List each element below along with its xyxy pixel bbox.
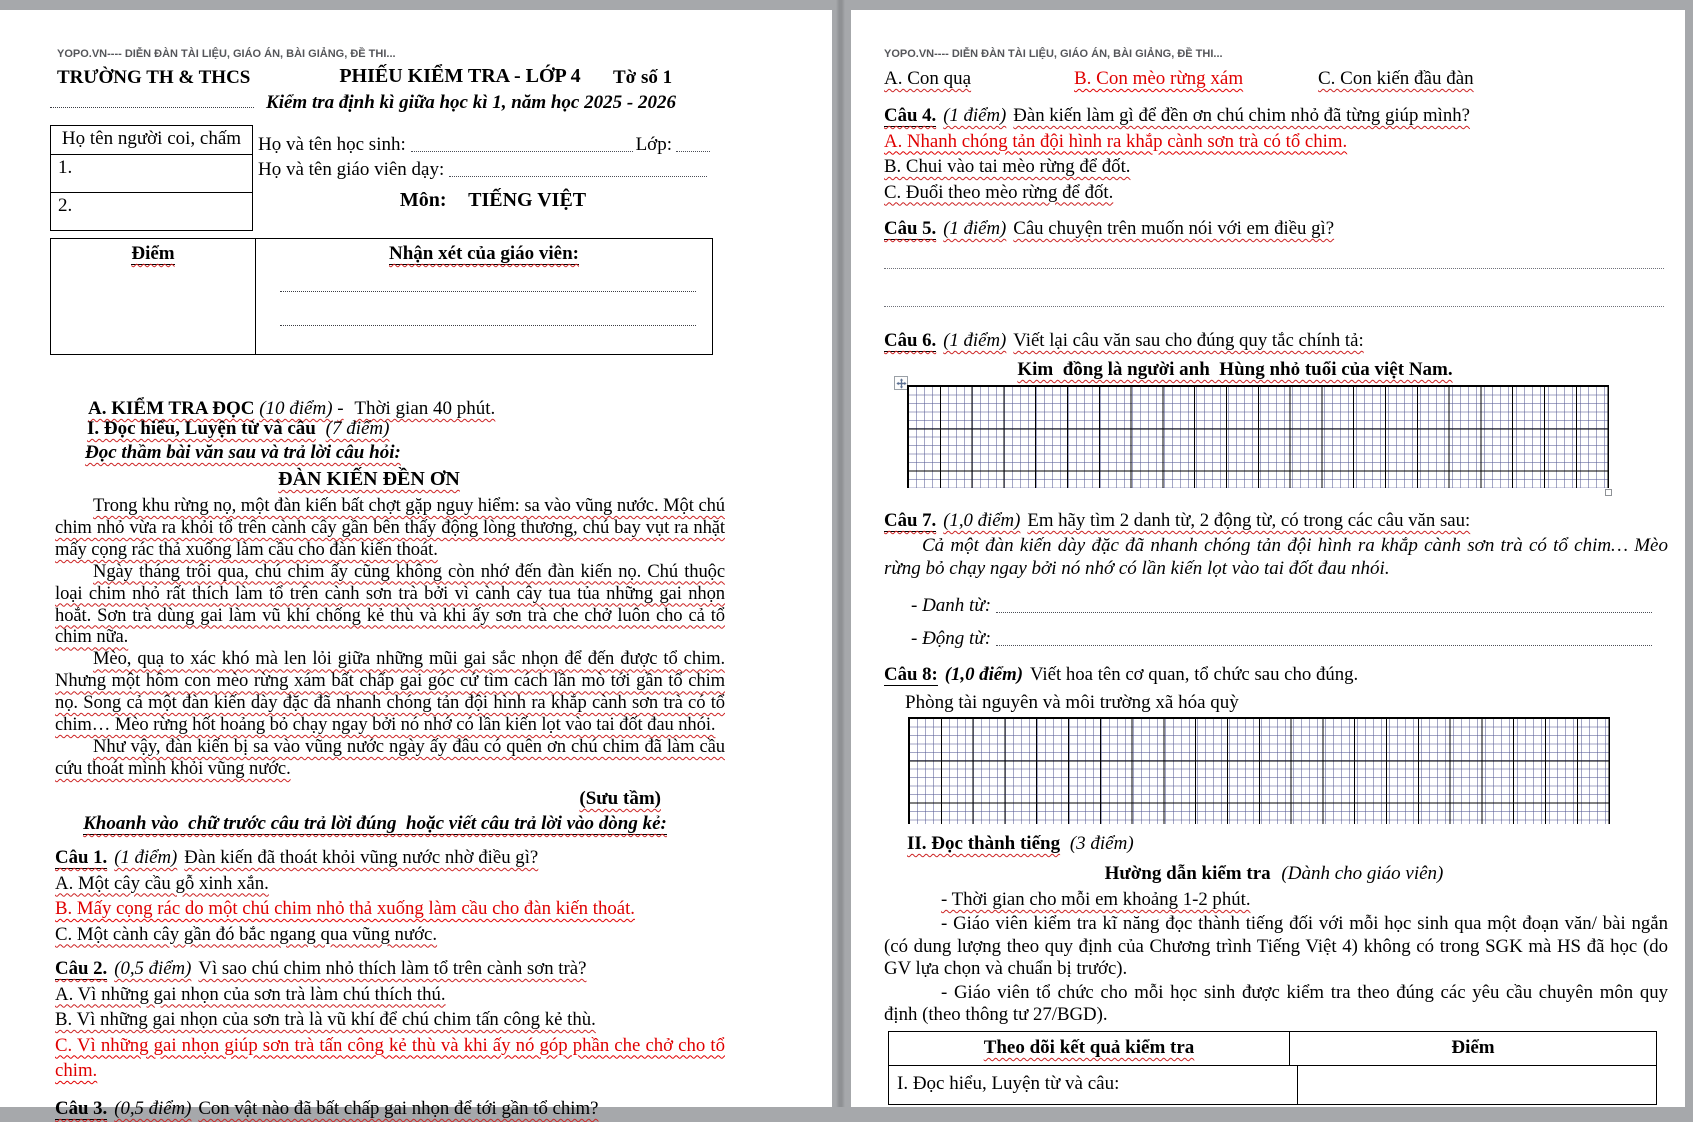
- question-4-block: [884, 103, 1668, 205]
- question-7-text: Em hãy tìm 2 danh từ, 2 động từ, có trong các câu văn sau:: [1027, 510, 1471, 531]
- result-row-1-label: I. Đọc hiểu, Luyện từ và câu:: [889, 1066, 1298, 1104]
- result-table-row-1: [889, 1066, 1656, 1104]
- question-8-phrase: Phòng tài nguyên và môi trường xã hóa quỳ: [905, 692, 1239, 713]
- question-7: [884, 508, 1668, 534]
- question-1-points: (1 điểm): [114, 847, 178, 868]
- score-header: Điểm: [131, 243, 175, 264]
- comment-line-1: [280, 291, 696, 292]
- section-ii-heading: II. Đọc thành tiếng (3 điểm): [907, 833, 1134, 854]
- question-8-block: [884, 662, 1668, 688]
- examiner-table: [50, 125, 253, 231]
- question-8-text: Viết hoa tên cơ quan, tổ chức sau cho đúng.: [1029, 664, 1359, 685]
- question-5-block: [884, 216, 1668, 242]
- result-table-header-row: [889, 1032, 1656, 1066]
- question-1-option-a: A. Một cây cầu gỗ xinh xắn.: [55, 872, 269, 894]
- watermark: YOPO.VN---- DIỄN ĐÀN TÀI LIỆU, GIÁO ÁN, BÀI GIẢNG, ĐỀ THI...: [884, 48, 1223, 60]
- section-a-heading: A. KIỂM TRA ĐỌC (10 điểm) - Thời gian 40 phút.: [88, 398, 496, 419]
- examiner-table-header: Họ tên người coi, chấm: [51, 126, 252, 155]
- question-2-block: [55, 956, 725, 1084]
- verb-label: - Động từ:: [911, 628, 992, 649]
- question-7-points: (1,0 điểm): [943, 510, 1021, 531]
- question-7-quote: Cả một đàn kiến dày đặc đã nhanh chóng tản đội hình ra khắp cành sơn trà có tổ chim… Mèo rừng bỏ chạy ngay bởi nó nhớ có lần kiến lọt vào tai đốt đau nhói.: [884, 535, 1668, 579]
- question-7-block: [884, 508, 1668, 534]
- answer-instruction: Khoanh vào chữ trước câu trả lời đúng hoặc viết câu trả lời vào dòng kẻ:: [83, 813, 667, 834]
- verb-fill-line: [996, 645, 1652, 646]
- story-paragraph-2: Ngày tháng trôi qua, chú chim ấy cũng không còn nhớ đến đàn kiến nọ. Chú thuộc loại chim nhỏ rất thích làm tổ trên cành sơn trà bởi vì cành cây tua tủa những gai nhọn hoắt. Sơn trà dùng gai làm vũ khí chống kẻ thù và khi ấy sơn trà che chở luôn cho cả tổ chim nữa.: [55, 560, 725, 648]
- handwriting-grid-question-6: [907, 385, 1609, 488]
- teacher-name-line: [258, 159, 710, 181]
- question-2: [55, 956, 725, 982]
- resize-handle[interactable]: [1605, 489, 1612, 496]
- score-comment-table: [50, 238, 713, 355]
- story-paragraph-3: Mèo, quạ to xác khó mà len lỏi giữa những mũi gai sắc nhọn để đến được tổ chim. Nhưng một hôm con mèo rừng xám bất chấp gai góc cứ tìm cách lần mò tới gần tổ chim nọ. Song cả một đàn kiến dày đặc đã nhanh chóng tản đội hình ra khắp cành sơn trà có tổ chim… Mèo rừng hốt hoảng bỏ chạy ngay bởi nó nhớ có lần kiến lọt vào tai đốt đau nhói.: [55, 648, 725, 736]
- section-i-heading: I. Đọc hiểu, Luyện từ và câu (7 điểm): [87, 418, 390, 439]
- examiner-row-1: 1.: [58, 157, 73, 178]
- question-5-points: (1 điểm): [943, 218, 1007, 239]
- student-name-label: Họ và tên học sinh:: [258, 134, 406, 155]
- question-3-block-clipped: [55, 1096, 725, 1122]
- subject-label: Môn:: [399, 189, 447, 211]
- question-3-text: Con vật nào đã bất chấp gai nhọn để tới gần tổ chim?: [198, 1098, 599, 1119]
- question-3-option-b-answer: B. Con mèo rừng xám: [1074, 68, 1244, 89]
- question-3: [55, 1096, 725, 1122]
- answer-write-line-1: [884, 268, 1664, 269]
- exam-page-1: [0, 10, 832, 1119]
- exam-subtitle: Kiểm tra định kì giữa học kì 1, năm học 2025 - 2026: [266, 92, 676, 113]
- question-1-option-b-answer: B. Mấy cọng rác do một chú chim nhỏ thả xuống làm cầu cho đàn kiến thoát.: [55, 898, 635, 919]
- student-name-fill-line: [411, 151, 633, 152]
- question-8-label: Câu 8:: [884, 664, 938, 685]
- subject-value: TIẾNG VIỆT: [468, 189, 587, 211]
- question-5-text: Câu chuyện trên muốn nói với em điều gì?: [1013, 218, 1335, 239]
- question-6-sentence: Kim đồng là người anh Hùng nhỏ tuổi của việt Nam.: [1017, 359, 1453, 380]
- question-3-label: Câu 3.: [55, 1098, 108, 1119]
- question-1-label: Câu 1.: [55, 847, 108, 868]
- noun-answer-line: [911, 595, 1655, 617]
- teacher-name-label: Họ và tên giáo viên dạy:: [258, 159, 445, 180]
- result-table-score-header: Điểm: [1451, 1037, 1495, 1058]
- guide-item-1: - Thời gian cho mỗi em khoảng 1-2 phút.: [941, 889, 1251, 910]
- question-2-option-a: A. Vì những gai nhọn của sơn trà làm chú thích thú.: [55, 983, 446, 1005]
- question-2-option-c-answer: C. Vì những gai nhọn giúp sơn trà tấn công kẻ thù và khi ấy nó góp phần che chở cho tổ chim.: [55, 1034, 725, 1081]
- comment-header: Nhận xét của giáo viên:: [389, 243, 579, 264]
- result-tracking-table: [888, 1031, 1657, 1105]
- class-label: Lớp:: [635, 134, 672, 155]
- question-7-label: Câu 7.: [884, 510, 937, 531]
- answer-write-line-2: [884, 306, 1664, 307]
- story-paragraph-1: Trong khu rừng nọ, một đàn kiến bất chợt gặp nguy hiểm: sa vào vũng nước. Một chú chim nhỏ vừa ra khỏi tổ trên cành cây gần bên thấy động lòng thương, chú bay vụt ra nhặt mấy cọng rác thả xuống làm cầu cho đàn kiến thoát.: [55, 495, 725, 560]
- exam-page-2: [851, 10, 1685, 1107]
- school-dotted-line: [50, 107, 254, 108]
- noun-label: - Danh từ:: [911, 595, 992, 616]
- move-object-handle-icon[interactable]: [894, 376, 908, 390]
- guide-item-2: - Giáo viên kiểm tra kĩ năng đọc thành tiếng đối với mỗi học sinh qua một đoạn văn/ bài ngắn (có dung lượng theo quy định của Chương trình Tiếng Việt 4) không có trong SGK mà HS đã học (do GV lựa chọn và chuẩn bị trước).: [884, 913, 1668, 979]
- student-name-line: [258, 134, 710, 156]
- question-4: [884, 103, 1668, 129]
- sheet-number: Tờ số 1: [613, 67, 673, 88]
- comment-cell: [256, 239, 712, 354]
- page-gap-divider: [836, 0, 845, 1107]
- reading-instruction: Đọc thầm bài văn sau và trả lời câu hỏi:: [85, 442, 401, 463]
- examiner-row-2: 2.: [51, 192, 252, 230]
- question-6: [884, 328, 1668, 354]
- question-5-label: Câu 5.: [884, 218, 937, 239]
- four-way-arrow-icon: [896, 378, 907, 389]
- question-1-text: Đàn kiến đã thoát khỏi vũng nước nhờ điều gì?: [184, 847, 539, 868]
- question-5: [884, 216, 1668, 242]
- question-4-points: (1 điểm): [943, 105, 1007, 126]
- question-4-option-c: C. Đuổi theo mèo rừng để đốt.: [884, 181, 1114, 203]
- question-4-text: Đàn kiến làm gì để đền ơn chú chim nhỏ đã từng giúp mình?: [1013, 105, 1470, 126]
- question-2-label: Câu 2.: [55, 958, 108, 979]
- question-1-block: [55, 845, 725, 947]
- question-3-points: (0,5 điểm): [114, 1098, 192, 1119]
- question-8: [884, 662, 1668, 688]
- question-1: [55, 845, 725, 871]
- question-4-label: Câu 4.: [884, 105, 937, 126]
- question-1-option-c: C. Một cành cây gần đó bắc ngang qua vũng nước.: [55, 923, 438, 945]
- watermark: YOPO.VN---- DIỄN ĐÀN TÀI LIỆU, GIÁO ÁN, BÀI GIẢNG, ĐỀ THI...: [57, 48, 396, 60]
- verb-answer-line: [911, 628, 1655, 650]
- question-6-label: Câu 6.: [884, 330, 937, 351]
- result-table-header: Theo dõi kết quả kiểm tra: [889, 1032, 1290, 1065]
- question-6-text: Viết lại câu văn sau cho đúng quy tắc chính tả:: [1013, 330, 1364, 351]
- document-title: PHIẾU KIỂM TRA - LỚP 4: [339, 65, 581, 87]
- question-3-option-a: A. Con quạ: [884, 68, 972, 89]
- question-8-points: (1,0 điểm): [944, 664, 1023, 685]
- school-name: TRƯỜNG TH & THCS: [57, 67, 251, 88]
- story-title: ĐÀN KIẾN ĐỀN ƠN: [278, 468, 460, 490]
- question-4-option-b: B. Chui vào tai mèo rừng để đốt.: [884, 156, 1131, 177]
- question-6-points: (1 điểm): [943, 330, 1007, 351]
- guide-heading: Hường dẫn kiểm tra (Dành cho giáo viên): [1104, 863, 1444, 884]
- story-text: [55, 495, 725, 780]
- question-2-option-b: B. Vì những gai nhọn của sơn trà là vũ khí để chú chim tấn công kẻ thù.: [55, 1009, 596, 1030]
- story-source: (Sưu tầm): [579, 788, 661, 809]
- teacher-name-fill-line: [449, 176, 707, 177]
- question-3-option-c: C. Con kiến đầu đàn: [1318, 68, 1474, 89]
- question-2-points: (0,5 điểm): [114, 958, 192, 979]
- story-paragraph-4: Như vậy, đàn kiến bị sa vào vũng nước ngày ấy đâu có quên ơn chú chim đã làm cầu cứu thoát mình khỏi vũng nước.: [55, 735, 725, 779]
- class-fill-line: [676, 151, 710, 152]
- guide-items: [884, 889, 1668, 1027]
- handwriting-grid-question-8: [908, 717, 1610, 824]
- noun-fill-line: [996, 612, 1652, 613]
- subject-line: [258, 189, 728, 212]
- question-6-block: [884, 328, 1668, 354]
- question-2-text: Vì sao chú chim nhỏ thích làm tổ trên cành sơn trà?: [198, 958, 587, 979]
- result-row-1-score-cell: [1298, 1066, 1656, 1104]
- guide-item-3: - Giáo viên tổ chức cho mỗi học sinh được kiểm tra theo đúng các yêu cầu chuyên môn quy định (theo thông tư 27/BGD).: [884, 982, 1668, 1026]
- score-cell: [51, 239, 256, 354]
- question-4-option-a-answer: A. Nhanh chóng tản đội hình ra khắp cành sơn trà có tổ chim.: [884, 130, 1348, 152]
- comment-line-2: [280, 325, 696, 326]
